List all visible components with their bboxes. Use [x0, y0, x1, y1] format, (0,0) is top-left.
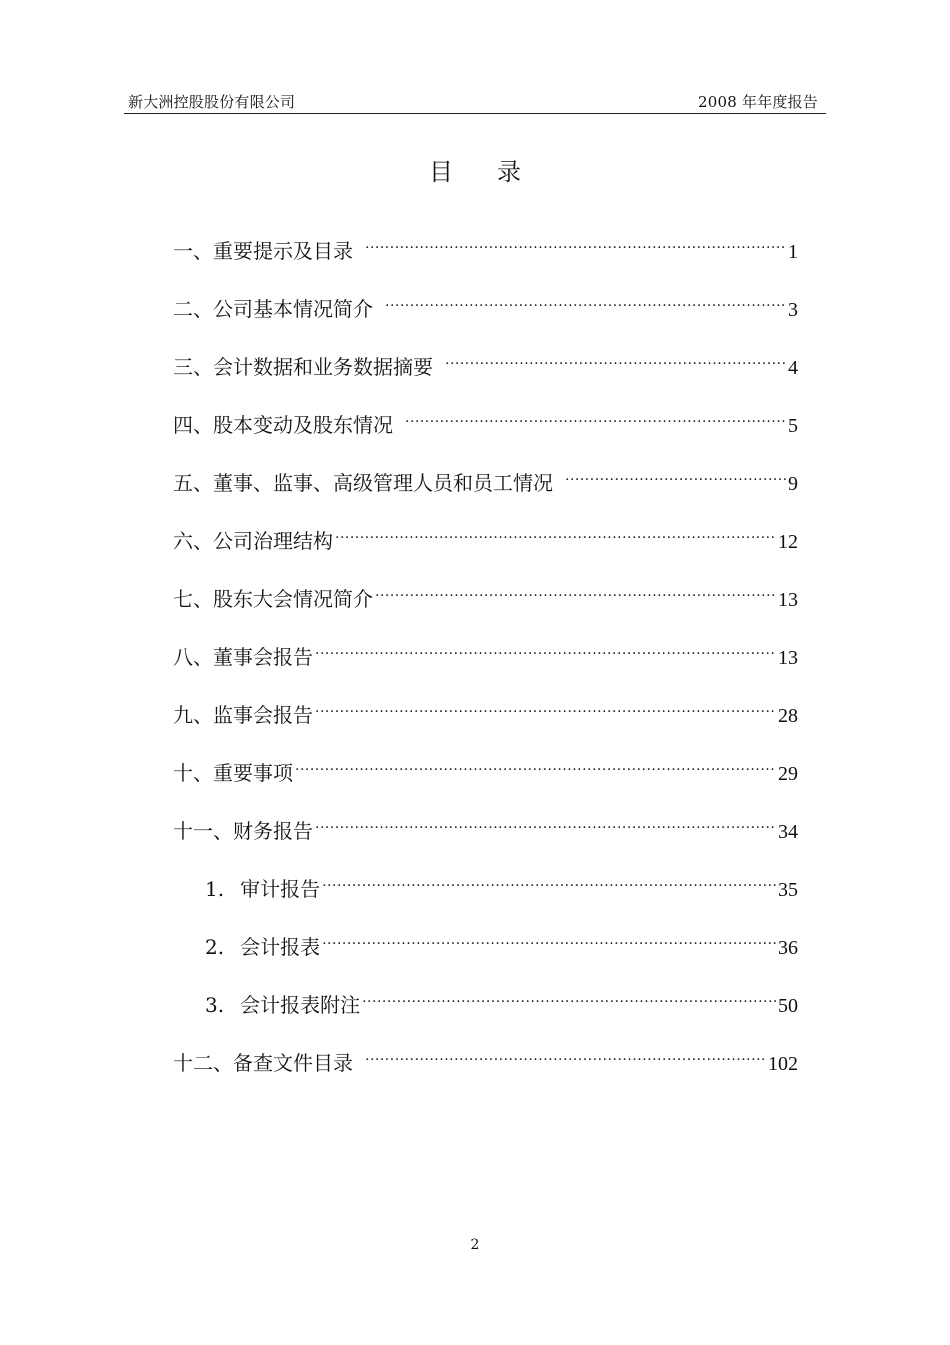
toc-entry-page: 1 [788, 241, 798, 263]
toc-dot-leader [362, 988, 776, 1012]
toc-entry-page: 36 [778, 937, 798, 959]
toc-dot-leader [445, 350, 786, 374]
toc-dot-leader [405, 408, 786, 432]
toc-entry-page: 35 [778, 879, 798, 901]
toc-title-part1: 目 [429, 158, 453, 186]
toc-entry-9[interactable] [173, 698, 798, 728]
toc-entry-10[interactable] [173, 756, 798, 786]
toc-dot-leader [322, 930, 776, 954]
toc-entry-2[interactable] [173, 292, 798, 322]
toc-entry-text: 会计报表 [240, 935, 321, 959]
toc-entry-text: 六、公司治理结构 [173, 529, 333, 553]
toc-title-part2: 录 [497, 158, 521, 186]
toc-entry-text: 二、公司基本情况简介 [173, 297, 373, 321]
toc-entry-text: 四、股本变动及股东情况 [173, 413, 393, 437]
toc-subentry-2[interactable] [205, 930, 798, 960]
toc-entry-page: 13 [778, 647, 798, 669]
toc-entry-4[interactable] [173, 408, 798, 438]
toc-entry-page: 4 [788, 357, 798, 379]
toc-dot-leader [315, 640, 776, 664]
toc-entry-7[interactable] [173, 582, 798, 612]
toc-entry-page: 5 [788, 415, 798, 437]
toc-entry-8[interactable] [173, 640, 798, 670]
toc-entry-page: 102 [768, 1053, 798, 1075]
toc-dot-leader [315, 814, 776, 838]
toc-entry-text: 一、重要提示及目录 [173, 239, 353, 263]
toc-entry-page: 50 [778, 995, 798, 1017]
toc-entry-page: 28 [778, 705, 798, 727]
company-name: 新大洲控股股份有限公司 [128, 93, 296, 111]
toc-dot-leader [295, 756, 776, 780]
toc-entry-text: 八、董事会报告 [173, 645, 313, 669]
toc-entry-11[interactable] [173, 814, 798, 844]
toc-dot-leader [335, 524, 776, 548]
toc-entry-page: 3 [788, 299, 798, 321]
page-number: 2 [470, 1237, 480, 1253]
toc-entry-page: 12 [778, 531, 798, 553]
toc-subentry-number: 3. [205, 993, 225, 1017]
toc-dot-leader [365, 1046, 766, 1070]
toc-dot-leader [385, 292, 786, 316]
toc-entry-text: 五、董事、监事、高级管理人员和员工情况 [173, 471, 553, 495]
toc-entry-5[interactable] [173, 466, 798, 496]
toc-entry-text: 会计报表附注 [240, 993, 361, 1017]
toc-entry-1[interactable] [173, 234, 798, 264]
toc-dot-leader [375, 582, 776, 606]
toc-entry-text: 十一、财务报告 [173, 819, 313, 843]
toc-entry-3[interactable] [173, 350, 798, 380]
toc-subentry-number: 1. [205, 877, 225, 901]
toc-subentry-1[interactable] [205, 872, 798, 902]
toc-entry-text: 三、会计数据和业务数据摘要 [173, 355, 433, 379]
toc-dot-leader [322, 872, 776, 896]
page-header [124, 89, 826, 114]
toc-entry-text: 九、监事会报告 [173, 703, 313, 727]
toc-dot-leader [365, 234, 786, 258]
toc-entry-page: 13 [778, 589, 798, 611]
toc-subentry-3[interactable] [205, 988, 798, 1018]
toc-entry-page: 9 [788, 473, 798, 495]
toc-dot-leader [315, 698, 776, 722]
toc-title [0, 152, 950, 187]
toc-dot-leader [565, 466, 786, 490]
toc-entry-text: 十、重要事项 [173, 761, 293, 785]
report-title: 2008 年年度报告 [698, 93, 818, 111]
toc-entry-page: 29 [778, 763, 798, 785]
toc-entry-text: 七、股东大会情况简介 [173, 587, 373, 611]
toc-entry-12[interactable] [173, 1046, 798, 1076]
toc-entry-6[interactable] [173, 524, 798, 554]
toc-entry-text: 十二、备查文件目录 [173, 1051, 353, 1075]
toc-entry-text: 审计报告 [240, 877, 321, 901]
toc-entry-page: 34 [778, 821, 798, 843]
toc-subentry-number: 2. [205, 935, 225, 959]
